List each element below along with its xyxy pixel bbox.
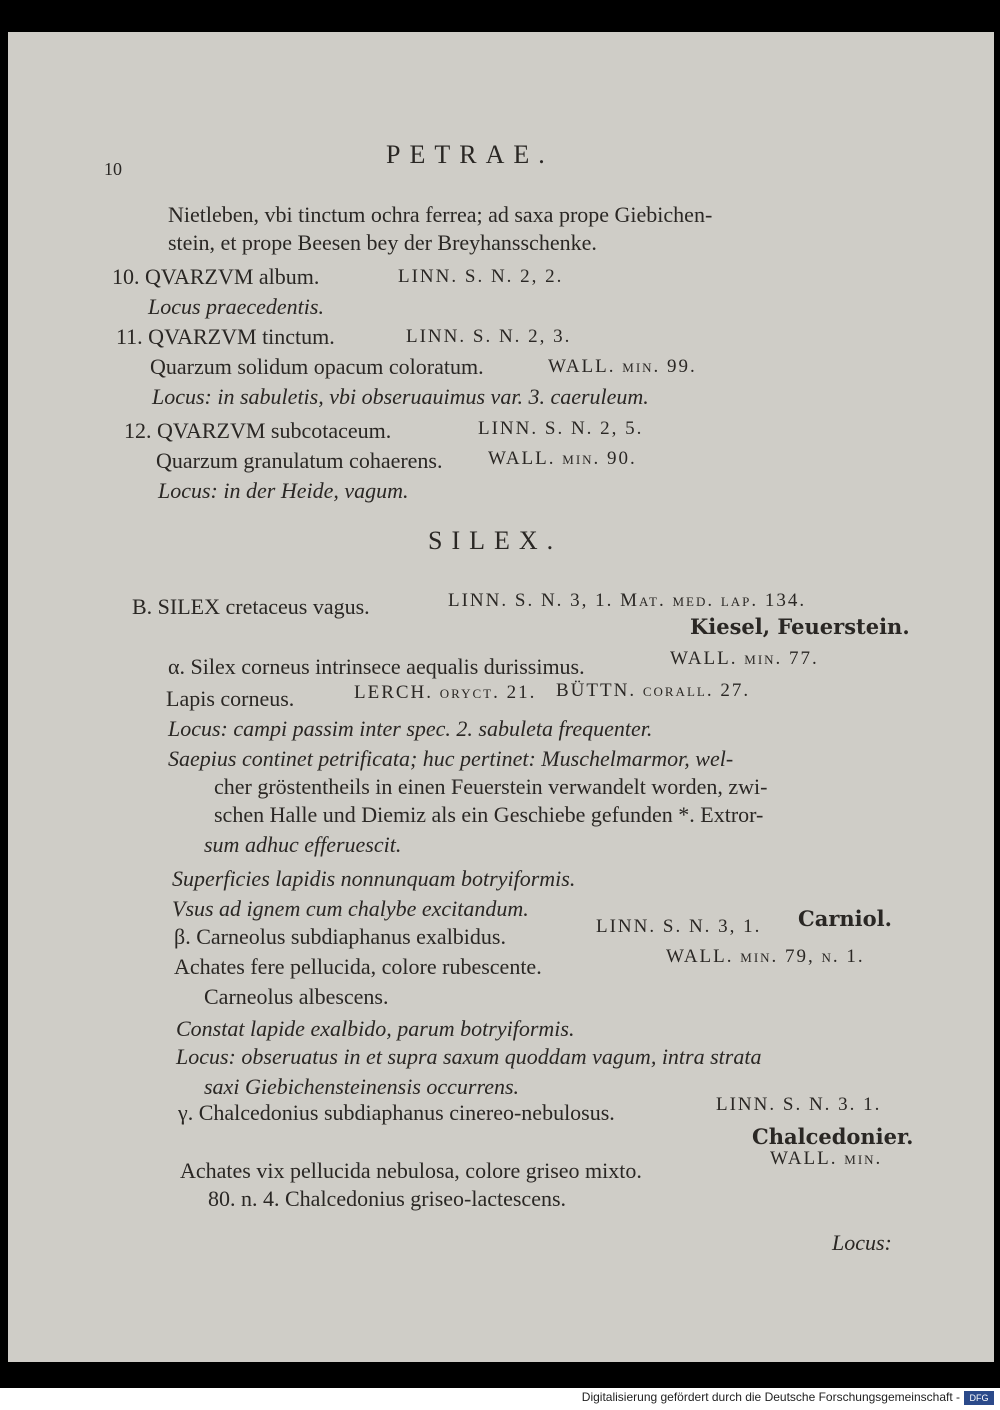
footer-bar [0, 1388, 1000, 1410]
text-line: Locus praecedentis. [148, 294, 324, 319]
footer-text: Digitalisierung gefördert durch die Deutsche Forschungsgemeinschaft - [581, 1390, 960, 1404]
text-line: 80. n. 4. Chalcedonius griseo-lactescens. [208, 1186, 567, 1211]
entry-heading: B. SILEX cretaceus vagus. [132, 594, 370, 619]
dfg-logo-icon: DFG [964, 1391, 994, 1405]
german-name: Carniol. [798, 906, 892, 931]
text-line: Quarzum solidum opacum coloratum. [150, 354, 484, 379]
page-title: PETRAE. [386, 140, 554, 169]
text-line: stein, et prope Beesen bey der Breyhansschenke. [168, 230, 597, 255]
text-line: α. Silex corneus intrinsece aequalis durissimus. [168, 654, 585, 679]
text-line: Achates fere pellucida, colore rubescente. [174, 954, 542, 979]
catchword: Locus: [832, 1230, 892, 1255]
page-number: 10 [104, 159, 122, 179]
reference: WALL. min. 77. [670, 648, 819, 669]
reference: LINN. S. N. 2, 2. [398, 266, 564, 287]
text-line: Locus: in der Heide, vagum. [158, 478, 409, 503]
text-line: Quarzum granulatum cohaerens. [156, 448, 443, 473]
entry-heading: 10. QVARZVM album. [112, 264, 320, 289]
reference: WALL. min. [770, 1148, 883, 1169]
reference: LINN. S. N. 2, 5. [478, 418, 644, 439]
german-name: Chalcedonier. [752, 1124, 914, 1149]
text-line: γ. Chalcedonius subdiaphanus cinereo-nebulosus. [178, 1100, 615, 1125]
text-line: saxi Giebichensteinensis occurrens. [204, 1074, 520, 1099]
text-line: Saepius continet petrificata; huc pertinet: Muschelmarmor, wel- [168, 746, 734, 771]
text-line: schen Halle und Diemiz als ein Geschiebe gefunden *. Extror- [214, 802, 764, 827]
reference: WALL. min. 90. [488, 448, 637, 469]
entry-heading: 12. QVARZVM subcotaceum. [124, 418, 392, 443]
text-line: sum adhuc efferuescit. [204, 832, 402, 857]
text-line: cher gröstentheils in einen Feuerstein verwandelt worden, zwi- [214, 774, 768, 799]
text-line: Locus: obseruatus in et supra saxum quoddam vagum, intra strata [176, 1044, 762, 1069]
entry-heading: 11. QVARZVM tinctum. [116, 324, 335, 349]
reference: WALL. min. 99. [548, 356, 697, 377]
text-line: Constat lapide exalbido, parum botryiformis. [176, 1016, 575, 1041]
text-line: Locus: campi passim inter spec. 2. sabuleta frequenter. [168, 716, 653, 741]
reference: BÜTTN. corall. 27. [556, 680, 751, 701]
text-line: Vsus ad ignem cum chalybe excitandum. [172, 896, 529, 921]
text-line: β. Carneolus subdiaphanus exalbidus. [174, 924, 506, 949]
reference: WALL. min. 79, n. 1. [666, 946, 865, 967]
text-line: Achates vix pellucida nebulosa, colore griseo mixto. [180, 1158, 642, 1183]
reference: LINN. S. N. 3, 1. Mat. med. lap. 134. [448, 590, 807, 611]
text-line: Superficies lapidis nonnunquam botryiformis. [172, 866, 576, 891]
text-line: Locus: in sabuletis, vbi obseruauimus var. 3. caeruleum. [152, 384, 649, 409]
text-line: Nietleben, vbi tinctum ochra ferrea; ad saxa prope Giebichen- [168, 202, 713, 227]
text-line: Carneolus albescens. [204, 984, 389, 1009]
section-title: SILEX. [428, 526, 563, 555]
text-line: Lapis corneus. [166, 686, 295, 711]
book-page [8, 32, 994, 1362]
reference: LINN. S. N. 2, 3. [406, 326, 572, 347]
german-name: Kiesel, Feuerstein. [690, 614, 910, 639]
reference: LINN. S. N. 3, 1. [596, 916, 762, 937]
reference: LINN. S. N. 3. 1. [716, 1094, 882, 1115]
reference: LERCH. oryct. 21. [354, 682, 537, 703]
